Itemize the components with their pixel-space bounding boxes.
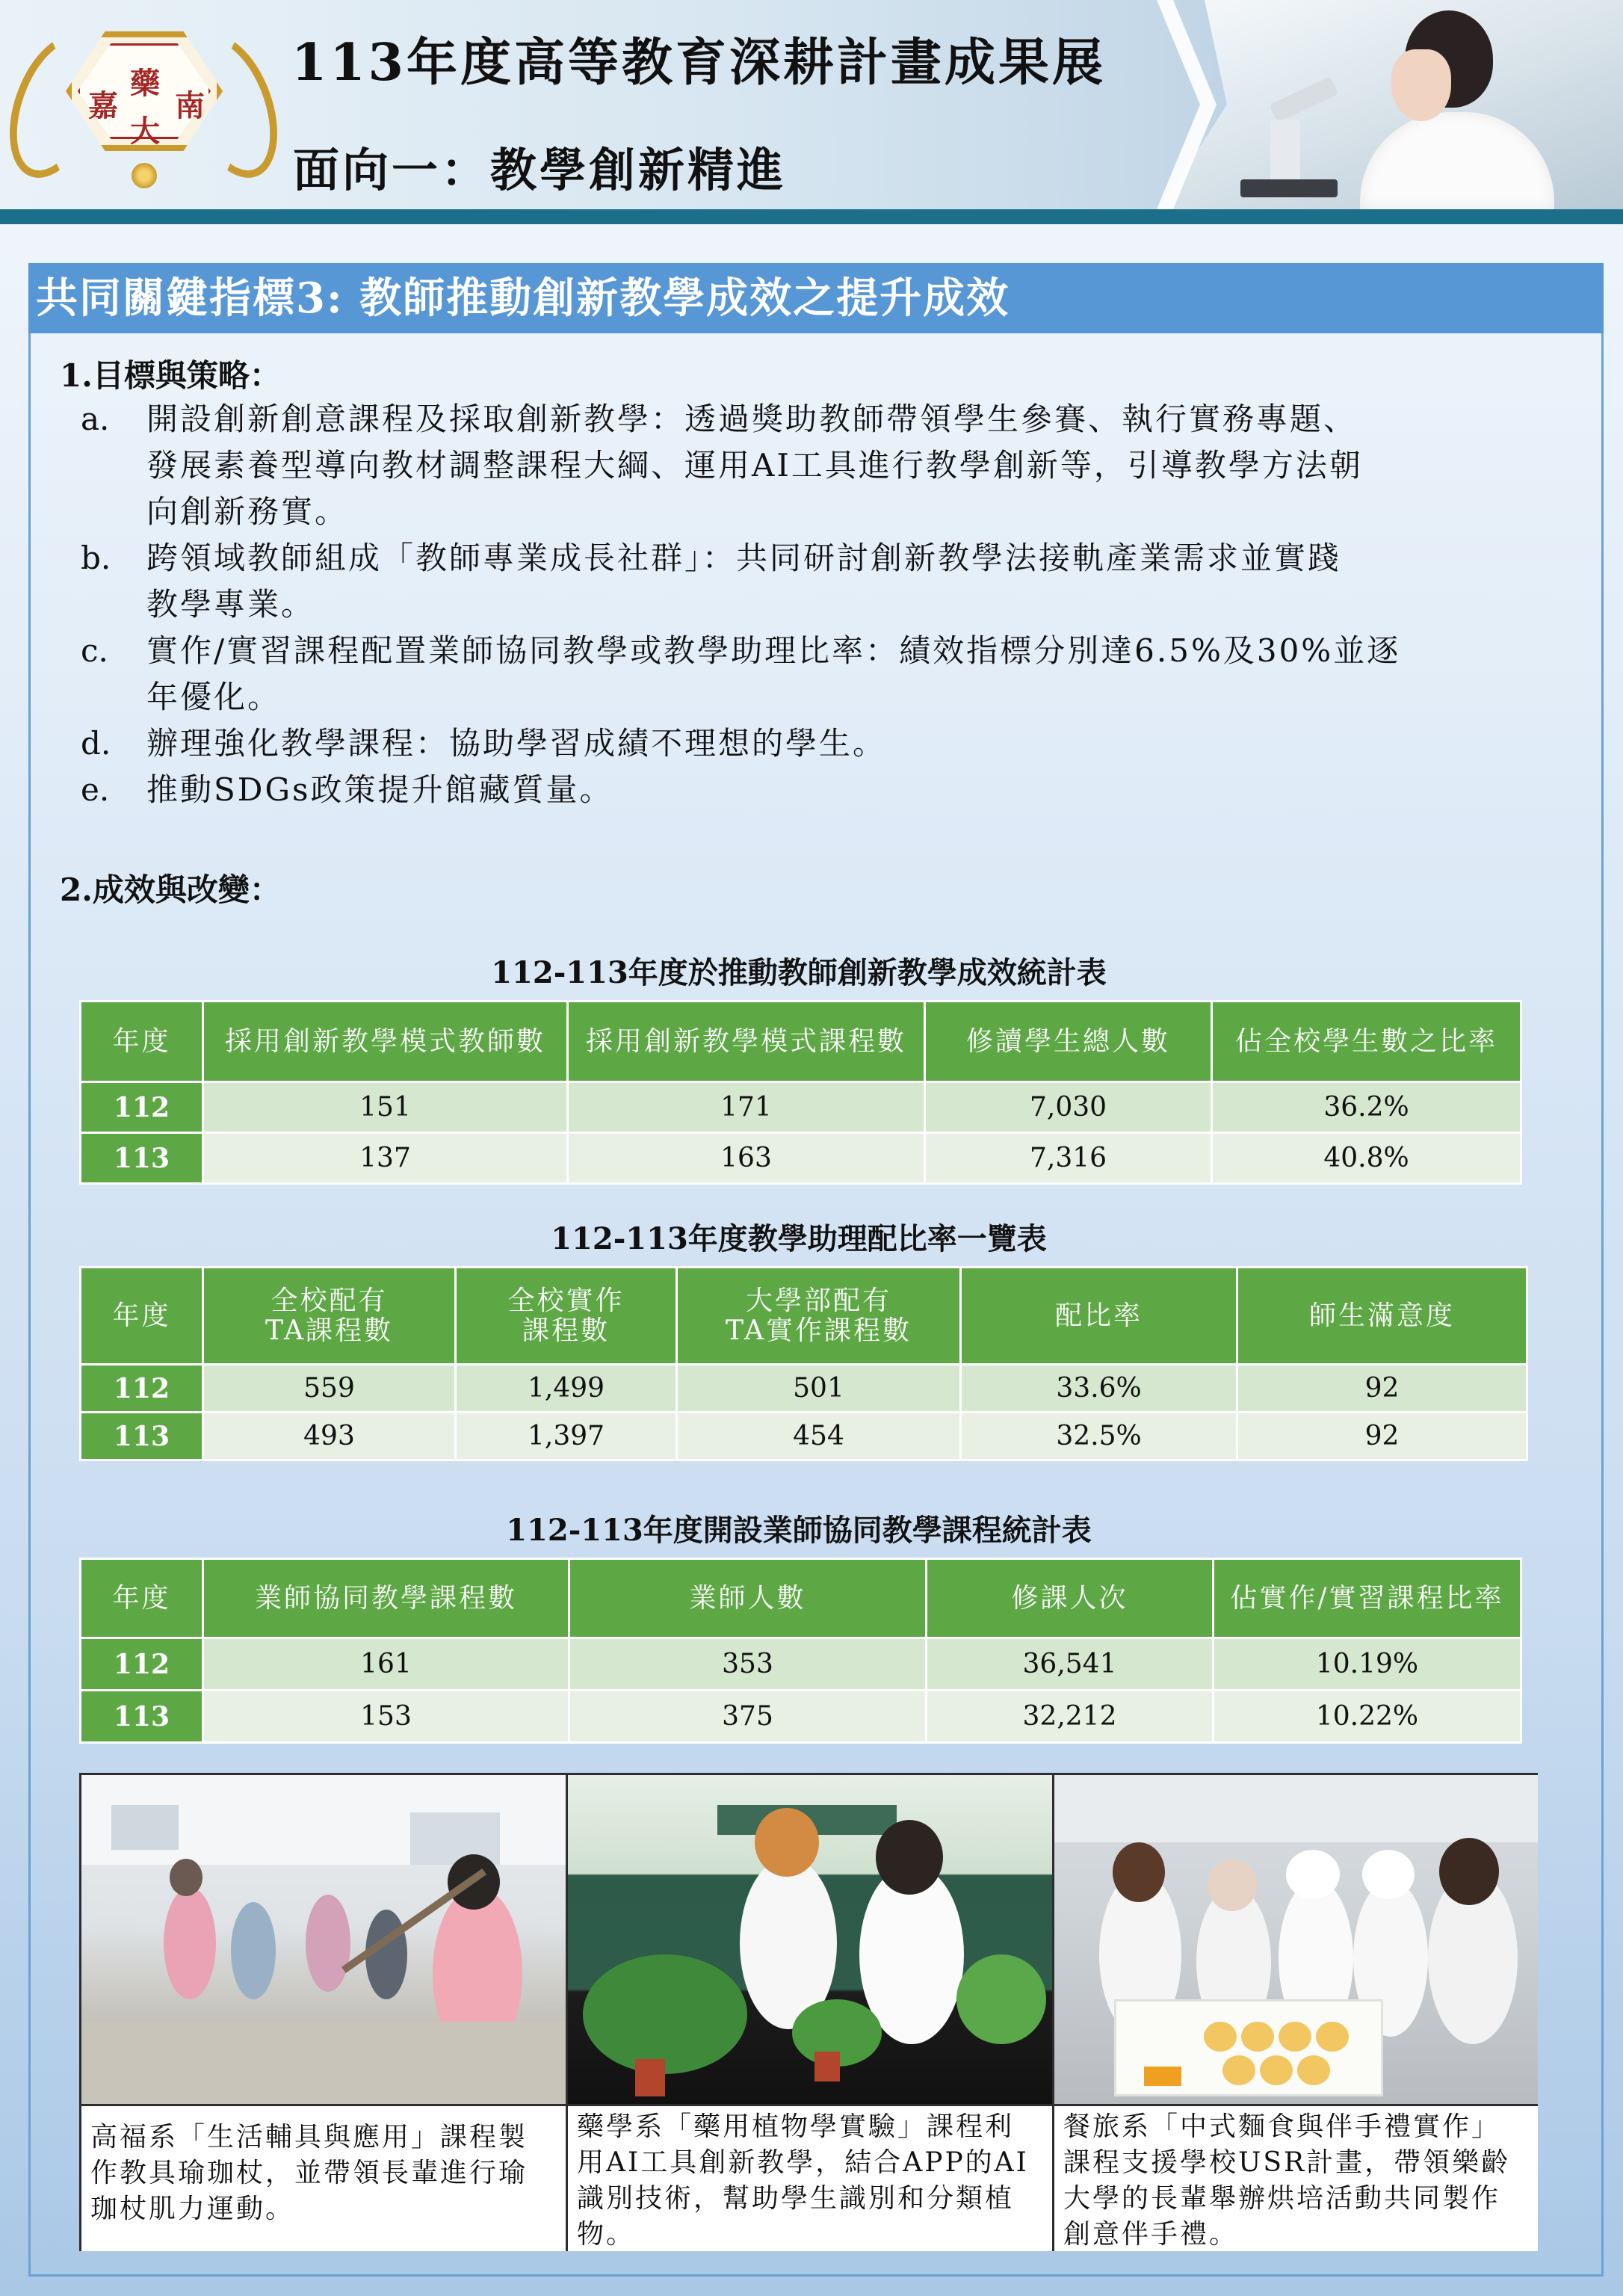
caption-line: 用AI工具創新教學，結合APP的AI	[577, 2147, 1029, 2178]
header-banner	[0, 0, 1623, 224]
table1-header-row	[81, 1002, 1521, 1082]
photo2-pot	[814, 2052, 840, 2081]
header-divider-bar	[0, 209, 1623, 224]
photo2-plant	[583, 1954, 747, 2074]
photo2-caption	[568, 2104, 1054, 2251]
table-cell: 112	[81, 1638, 203, 1691]
table-cell: 113	[81, 1413, 203, 1460]
header-text: 全校實作	[507, 1285, 625, 1316]
table-cell: 163	[568, 1133, 925, 1184]
university-logo	[10, 16, 276, 196]
table3-header-cell: 年度	[81, 1559, 203, 1638]
table-cell: 7,030	[925, 1082, 1212, 1133]
photo3-pastry	[1260, 2055, 1293, 2085]
table3-header-row	[81, 1559, 1521, 1638]
table3-header-cell: 佔實作/實習課程比率	[1214, 1559, 1521, 1638]
goal-text-line: 推動SDGs政策提升館藏質量。	[146, 771, 613, 808]
header-text: 師生滿意度	[1308, 1300, 1455, 1331]
goal-text-line: 年優化。	[146, 679, 282, 715]
table-cell: 92	[1237, 1365, 1527, 1413]
table1-header-cell: 採用創新教學模式教師數	[203, 1002, 568, 1082]
header-text: 年度	[112, 1300, 171, 1331]
photo1-window	[111, 1805, 179, 1850]
photo1-person	[306, 1895, 350, 1992]
goal-item-c	[81, 628, 1568, 720]
table-cell: 137	[203, 1133, 568, 1184]
photo1-floor	[81, 2022, 568, 2104]
caption-line: 作教具瑜珈杖，並帶領長輩進行瑜	[90, 2158, 528, 2188]
photo3-pastry	[1204, 2022, 1237, 2052]
table-cell: 153	[203, 1691, 569, 1743]
photo-yoga-stick-exercise	[81, 1775, 568, 2104]
photo3-pastry	[1241, 2022, 1274, 2052]
photo3-pastry	[1316, 2022, 1349, 2052]
caption-line: 餐旅系「中式麵食與伴手禮實作」	[1063, 2111, 1501, 2142]
photo-medicinal-plants-lab	[568, 1775, 1054, 2104]
table1-caption: 112-113年度於推動教師創新教學成效統計表	[491, 955, 1107, 990]
table-cell: 454	[677, 1413, 961, 1460]
photo1-person-head	[170, 1859, 203, 1896]
caption-line: 物。	[577, 2219, 636, 2250]
scientist-face-illustration	[1391, 49, 1451, 121]
table3-header-cell: 業師人數	[569, 1559, 927, 1638]
table-cell: 113	[81, 1691, 203, 1743]
photo1-person	[164, 1887, 216, 1999]
photo-baking-class	[1054, 1775, 1538, 2104]
goals-list	[81, 396, 1568, 813]
table-cell: 112	[81, 1082, 203, 1133]
caption-line: 珈杖肌力運動。	[90, 2194, 295, 2224]
photo1-window	[410, 1812, 500, 1865]
table3-industry-mentor	[79, 1558, 1522, 1744]
goal-marker: d.	[81, 725, 111, 762]
table-cell: 375	[569, 1691, 927, 1743]
caption-line: 創意伴手禮。	[1063, 2219, 1239, 2250]
logo-char-2: 嘉	[88, 88, 118, 123]
photo1-caption	[81, 2104, 568, 2251]
table2-header-row	[81, 1268, 1527, 1365]
table-row	[81, 1133, 1521, 1184]
section-title: 共同關鍵指標3: 教師推動創新教學成效之提升成效	[28, 263, 1604, 333]
photo2-student-hair	[876, 1820, 943, 1895]
photo3-package	[1144, 2067, 1181, 2086]
table-cell: 36,541	[927, 1638, 1214, 1691]
header-text: TA課程數	[265, 1315, 394, 1346]
table-cell: 40.8%	[1212, 1133, 1521, 1184]
microscope-illustration	[1240, 90, 1338, 202]
table-row	[81, 1413, 1527, 1460]
caption-line: 課程支援學校USR計畫，帶領樂齡	[1063, 2147, 1511, 2178]
table-cell: 353	[569, 1638, 927, 1691]
table1-header-cell: 年度	[81, 1002, 203, 1082]
table2-header-cell	[961, 1268, 1237, 1365]
goal-item-a	[81, 396, 1568, 535]
goals-heading: 1.目標與策略：	[60, 357, 281, 394]
header-text: 課程數	[522, 1315, 610, 1346]
table1-innovative-teaching	[79, 1000, 1522, 1185]
photo3-chef-hat	[1362, 1850, 1415, 1899]
caption-line: 大學的長輩舉辦烘培活動共同製作	[1063, 2183, 1501, 2214]
photo1-person	[231, 1902, 276, 1999]
photo3-pastry	[1279, 2022, 1311, 2052]
table3-header-cell: 業師協同教學課程數	[203, 1559, 569, 1638]
table2-teaching-assistant	[79, 1266, 1528, 1461]
goal-text-line: 實作/實習課程配置業師協同教學或教學助理比率：績效指標分別達6.5%及30%並逐	[146, 632, 1401, 669]
table-cell: 151	[203, 1082, 568, 1133]
table-cell: 171	[568, 1082, 925, 1133]
table-cell: 161	[203, 1638, 569, 1691]
photo-gallery	[79, 1773, 1538, 2251]
table-cell: 32.5%	[961, 1413, 1237, 1460]
table3-caption: 112-113年度開設業師協同教學課程統計表	[506, 1513, 1092, 1548]
goal-text-line: 開設創新創意課程及採取創新教學：透過獎助教師帶領學生參賽、執行實務專題、	[146, 401, 1358, 437]
photo3-person-head	[1439, 1838, 1499, 1905]
table2-caption: 112-113年度教學助理配比率一覽表	[551, 1221, 1047, 1256]
goal-item-e	[81, 767, 1568, 813]
photo3-pastry	[1297, 2055, 1330, 2085]
logo-char-1: 藥	[130, 66, 160, 101]
table3-header-cell: 修課人次	[927, 1559, 1214, 1638]
page-title: 113年度高等教育深耕計畫成果展	[291, 33, 1106, 93]
goal-marker: c.	[81, 632, 108, 669]
table2-header-cell	[203, 1268, 456, 1365]
table-cell: 1,397	[456, 1413, 677, 1460]
flower-icon	[132, 163, 157, 188]
table-cell: 501	[677, 1365, 961, 1413]
table-cell: 493	[203, 1413, 456, 1460]
table2-header-cell	[456, 1268, 677, 1365]
table2-header-cell	[81, 1268, 203, 1365]
caption-line: 識別技術，幫助學生識別和分類植	[577, 2183, 1015, 2214]
goal-marker: a.	[81, 401, 110, 437]
photo3-caption	[1054, 2104, 1538, 2251]
table-row	[81, 1691, 1521, 1743]
header-text: 全校配有	[270, 1285, 388, 1316]
table1-header-cell: 修讀學生總人數	[925, 1002, 1212, 1082]
table-row	[81, 1082, 1521, 1133]
photo2-plant	[956, 1954, 1046, 2044]
table-cell: 92	[1237, 1413, 1527, 1460]
caption-line: 高福系「生活輔具與應用」課程製	[90, 2122, 528, 2152]
table-cell: 112	[81, 1365, 203, 1413]
table-cell: 113	[81, 1133, 203, 1184]
goal-text-line: 教學專業。	[146, 586, 315, 623]
goal-item-b	[81, 535, 1568, 628]
table-cell: 10.22%	[1214, 1691, 1521, 1743]
table1-header-cell: 採用創新教學模式課程數	[568, 1002, 925, 1082]
goal-text-line: 發展素養型導向教材調整課程大綱、運用AI工具進行教學創新等，引導教學方法朝	[146, 447, 1363, 484]
goal-text-line: 辦理強化教學課程：協助學習成績不理想的學生。	[146, 725, 887, 762]
header-text: 配比率	[1054, 1300, 1143, 1331]
caption-line: 藥學系「藥用植物學實驗」課程利	[577, 2111, 1015, 2142]
photo3-person-head	[1113, 1842, 1165, 1902]
table1-header-cell: 佔全校學生數之比率	[1212, 1002, 1521, 1082]
results-heading: 2.成效與改變：	[60, 871, 281, 908]
logo-char-3: 南	[175, 88, 205, 123]
table2-header-cell	[1237, 1268, 1527, 1365]
goal-marker: e.	[81, 771, 110, 808]
table-cell: 1,499	[456, 1365, 677, 1413]
logo-char-4: 大	[130, 114, 160, 149]
header-text: TA實作課程數	[725, 1315, 912, 1346]
photo3-ceiling	[1054, 1775, 1538, 1842]
photo3-pastry	[1222, 2055, 1255, 2085]
photo3-person-head	[1208, 1859, 1257, 1911]
goal-text-line: 向創新務實。	[146, 493, 349, 530]
photo2-student-hair	[755, 1808, 819, 1877]
photo2-pot	[635, 2059, 665, 2096]
page-subtitle: 面向一：教學創新精進	[293, 143, 787, 197]
table-cell: 559	[203, 1365, 456, 1413]
table2-header-cell	[677, 1268, 961, 1365]
goal-text-line: 跨領域教師組成「教師專業成長社群」：共同研討創新教學法接軌產業需求並實踐	[146, 540, 1342, 576]
table-cell: 32,212	[927, 1691, 1214, 1743]
header-text: 大學部配有	[745, 1285, 891, 1316]
table-cell: 36.2%	[1212, 1082, 1521, 1133]
goal-marker: b.	[81, 540, 111, 576]
photo3-chef-hat	[1286, 1850, 1340, 1899]
table-cell: 10.19%	[1214, 1638, 1521, 1691]
goal-item-d	[81, 720, 1568, 767]
table-cell: 7,316	[925, 1133, 1212, 1184]
table-row	[81, 1638, 1521, 1691]
table-row	[81, 1365, 1527, 1413]
table-cell: 33.6%	[961, 1365, 1237, 1413]
